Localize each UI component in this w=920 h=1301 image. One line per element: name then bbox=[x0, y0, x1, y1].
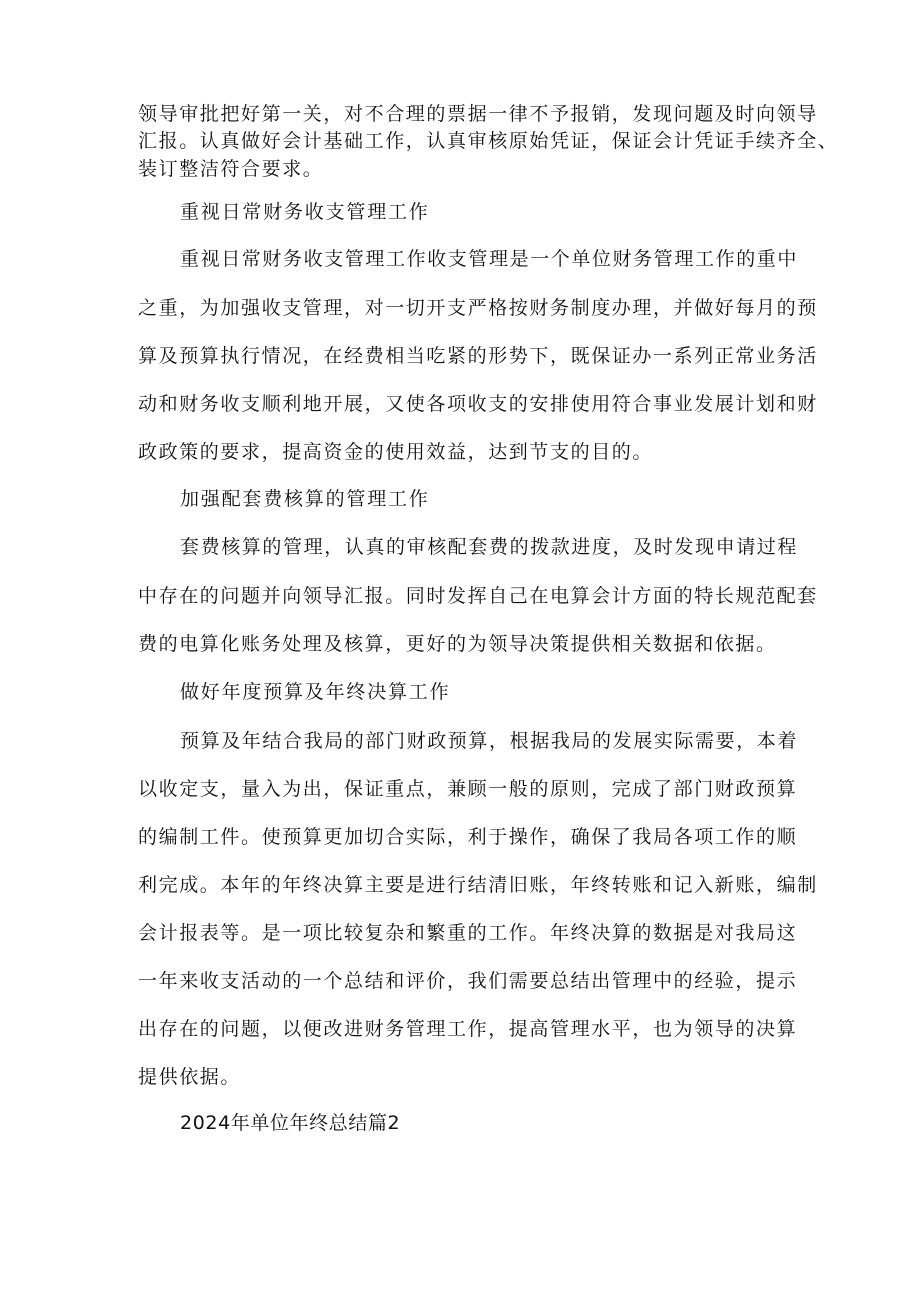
paragraph-1-line-4: 动和财务收支顺利地开展，又使各项收支的安排使用符合事业发展计划和财 bbox=[138, 393, 818, 415]
intro-line-2: 汇报。认真做好会计基础工作，认真审核原始凭证，保证会计凭证手续齐全、 bbox=[138, 130, 839, 152]
paragraph-3-line-7: 出存在的问题，以便改进财务管理工作，提高管理水平，也为领导的决算 bbox=[138, 1018, 798, 1040]
paragraph-3-line-8: 提供依据。 bbox=[138, 1066, 242, 1088]
paragraph-3-line-5: 会计报表等。是一项比较复杂和繁重的工作。年终决算的数据是对我局这 bbox=[138, 922, 798, 944]
heading-3: 做好年度预算及年终决算工作 bbox=[180, 681, 451, 703]
paragraph-3-line-1: 预算及年结合我局的部门财政预算，根据我局的发展实际需要，本着 bbox=[180, 730, 799, 752]
paragraph-2-line-3: 费的电算化账务处理及核算，更好的为领导决策提供相关数据和依据。 bbox=[138, 633, 777, 655]
paragraph-1-line-5: 政政策的要求，提高资金的使用效益，达到节支的目的。 bbox=[138, 441, 654, 463]
intro-line-1: 领导审批把好第一关，对不合理的票据一律不予报销，发现问题及时向领导 bbox=[138, 103, 818, 125]
paragraph-2-line-1: 套费核算的管理，认真的审核配套费的拨款进度，及时发现申请过程 bbox=[180, 536, 799, 558]
heading-1: 重视日常财务收支管理工作 bbox=[180, 201, 430, 223]
paragraph-3-line-6: 一年来收支活动的一个总结和评价，我们需要总结出管理中的经验，提示 bbox=[138, 970, 798, 992]
heading-2: 加强配套费核算的管理工作 bbox=[180, 488, 430, 510]
paragraph-2-line-2: 中存在的问题并向领导汇报。同时发挥自己在电算会计方面的特长规范配套 bbox=[138, 585, 818, 607]
paragraph-1-line-2: 之重，为加强收支管理，对一切开支严格按财务制度办理，并做好每月的预 bbox=[138, 297, 818, 319]
paragraph-1-line-1: 重视日常财务收支管理工作收支管理是一个单位财务管理工作的重中 bbox=[180, 248, 799, 270]
paragraph-1-line-3: 算及预算执行情况，在经费相当吃紧的形势下，既保证办一系列正常业务活 bbox=[138, 345, 818, 367]
intro-line-3: 装订整洁符合要求。 bbox=[138, 158, 324, 180]
paragraph-3-line-2: 以收定支，量入为出，保证重点，兼顾一般的原则，完成了部门财政预算 bbox=[138, 778, 798, 800]
paragraph-3-line-4: 利完成。本年的年终决算主要是进行结清旧账，年终转账和记入新账，编制 bbox=[138, 874, 818, 896]
paragraph-3-line-3: 的编制工件。使预算更加切合实际，利于操作，确保了我局各项工作的顺 bbox=[138, 826, 798, 848]
section-title: 2024年单位年终总结篇2 bbox=[180, 1112, 401, 1134]
